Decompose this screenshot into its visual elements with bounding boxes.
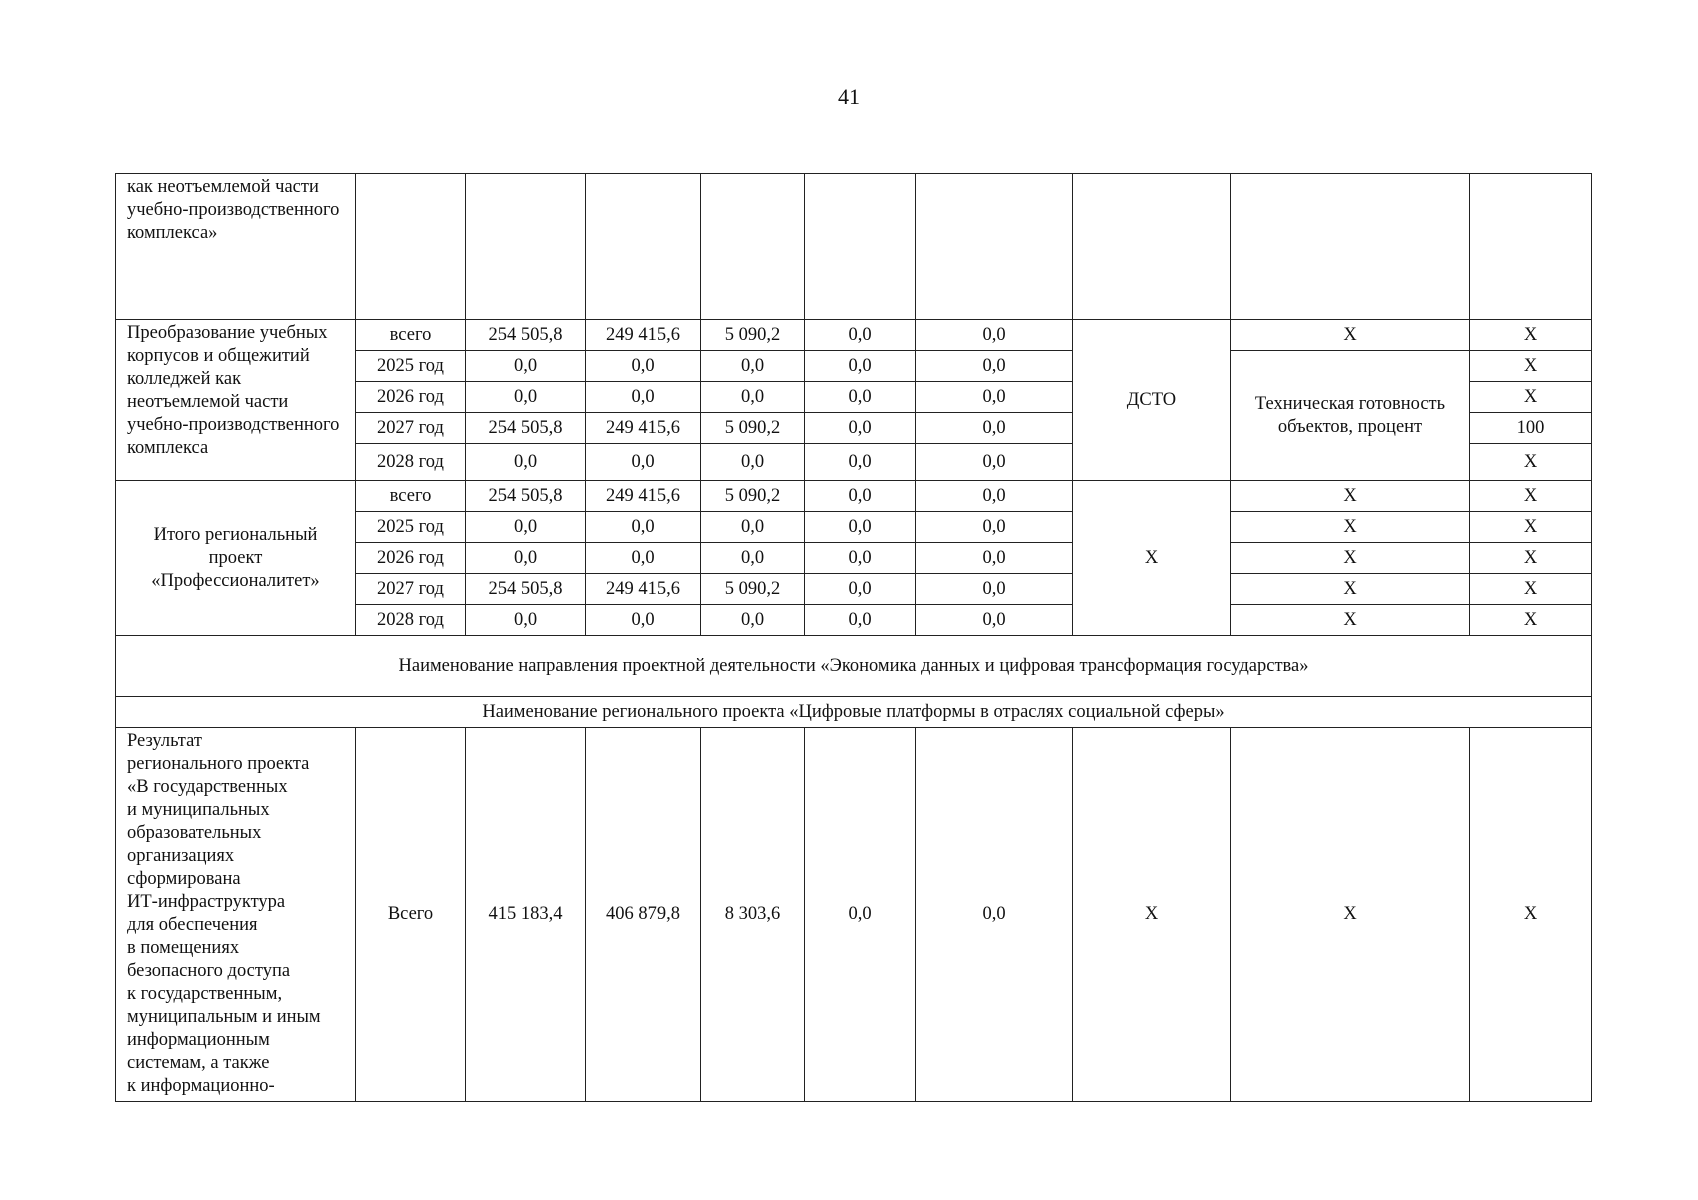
value-cell: 5 090,2 xyxy=(701,413,805,444)
value-cell: 0,0 xyxy=(586,351,701,382)
responsible-cell: X xyxy=(1073,728,1231,1102)
continuation-name-cell: как неотъемлемой части учебно-производственного комплекса» xyxy=(116,174,356,320)
value-cell: 249 415,6 xyxy=(586,413,701,444)
empty-cell xyxy=(356,174,466,320)
indicator-cell: X xyxy=(1231,320,1470,351)
period-cell: 2027 год xyxy=(356,574,466,605)
period-cell: 2027 год xyxy=(356,413,466,444)
target-cell: X xyxy=(1470,382,1592,413)
row-name-cell: Преобразование учебных корпусов и общежитий колледжей как неотъемлемой части учебно-производственного комплекса xyxy=(116,320,356,481)
value-cell: 254 505,8 xyxy=(466,413,586,444)
indicator-cell: X xyxy=(1231,574,1470,605)
value-cell: 0,0 xyxy=(916,543,1073,574)
value-cell: 0,0 xyxy=(805,382,916,413)
value-cell: 254 505,8 xyxy=(466,574,586,605)
target-cell: 100 xyxy=(1470,413,1592,444)
result-name-line: информационным xyxy=(127,1030,270,1050)
result-name-line: безопасного доступа xyxy=(127,961,291,981)
table-row xyxy=(116,481,1592,512)
value-cell: 0,0 xyxy=(586,543,701,574)
value-cell: 0,0 xyxy=(916,728,1073,1102)
value-cell: 249 415,6 xyxy=(586,320,701,351)
period-cell: 2025 год xyxy=(356,351,466,382)
value-cell: 249 415,6 xyxy=(586,481,701,512)
target-cell: X xyxy=(1470,728,1592,1102)
value-cell: 0,0 xyxy=(586,444,701,481)
result-name-line: муниципальным и иным xyxy=(127,1007,321,1027)
value-cell: 406 879,8 xyxy=(586,728,701,1102)
value-cell: 0,0 xyxy=(586,512,701,543)
value-cell: 415 183,4 xyxy=(466,728,586,1102)
value-cell: 0,0 xyxy=(916,382,1073,413)
result-name-line: ИТ-инфраструктура xyxy=(127,892,286,912)
period-cell: 2026 год xyxy=(356,543,466,574)
result-name-line: к информационно- xyxy=(127,1076,275,1096)
budget-table xyxy=(115,173,1592,1102)
empty-cell xyxy=(586,174,701,320)
value-cell: 5 090,2 xyxy=(701,574,805,605)
empty-cell xyxy=(466,174,586,320)
empty-cell xyxy=(1073,174,1231,320)
direction-heading: Наименование направления проектной деятельности «Экономика данных и цифровая трансформация государства» xyxy=(116,636,1592,697)
value-cell: 0,0 xyxy=(466,543,586,574)
value-cell: 0,0 xyxy=(805,413,916,444)
target-cell: X xyxy=(1470,320,1592,351)
value-cell: 0,0 xyxy=(805,320,916,351)
value-cell: 0,0 xyxy=(586,382,701,413)
empty-cell xyxy=(1231,174,1470,320)
value-cell: 0,0 xyxy=(586,605,701,636)
value-cell: 0,0 xyxy=(916,605,1073,636)
value-cell: 0,0 xyxy=(916,351,1073,382)
value-cell: 0,0 xyxy=(805,543,916,574)
value-cell: 0,0 xyxy=(701,351,805,382)
indicator-cell: X xyxy=(1231,481,1470,512)
target-cell: X xyxy=(1470,481,1592,512)
result-name-line: к государственным, xyxy=(127,984,283,1004)
total-name-cell: Итого региональный проект «Профессионалитет» xyxy=(116,481,356,636)
period-cell: 2028 год xyxy=(356,444,466,481)
result-name-line: организациях xyxy=(127,846,235,866)
value-cell: 0,0 xyxy=(701,543,805,574)
value-cell: 0,0 xyxy=(805,605,916,636)
result-name-line: сформирована xyxy=(127,869,241,889)
value-cell: 249 415,6 xyxy=(586,574,701,605)
empty-cell xyxy=(805,174,916,320)
result-name-line: и муниципальных xyxy=(127,800,270,820)
period-cell: 2026 год xyxy=(356,382,466,413)
result-name-line: системам, а также xyxy=(127,1053,270,1073)
period-cell: всего xyxy=(356,481,466,512)
period-cell: 2028 год xyxy=(356,605,466,636)
value-cell: 0,0 xyxy=(466,351,586,382)
value-cell: 0,0 xyxy=(916,574,1073,605)
value-cell: 0,0 xyxy=(805,728,916,1102)
value-cell: 0,0 xyxy=(916,413,1073,444)
continuation-row xyxy=(116,174,1592,320)
value-cell: 0,0 xyxy=(805,481,916,512)
value-cell: 0,0 xyxy=(916,444,1073,481)
value-cell: 5 090,2 xyxy=(701,320,805,351)
value-cell: 0,0 xyxy=(701,444,805,481)
result-row xyxy=(116,728,1592,1102)
target-cell: X xyxy=(1470,605,1592,636)
table-row xyxy=(116,320,1592,351)
value-cell: 0,0 xyxy=(466,512,586,543)
indicator-cell: Техническая готовность объектов, процент xyxy=(1231,351,1470,481)
value-cell: 5 090,2 xyxy=(701,481,805,512)
value-cell: 0,0 xyxy=(916,512,1073,543)
value-cell: 0,0 xyxy=(701,512,805,543)
period-cell: Всего xyxy=(356,728,466,1102)
target-cell: X xyxy=(1470,512,1592,543)
page-number: 41 xyxy=(838,84,860,109)
value-cell: 254 505,8 xyxy=(466,481,586,512)
result-name-line: для обеспечения xyxy=(127,915,258,935)
project-heading: Наименование регионального проекта «Цифровые платформы в отраслях социальной сферы» xyxy=(116,697,1592,728)
table-body xyxy=(116,174,1592,1102)
indicator-cell: X xyxy=(1231,728,1470,1102)
value-cell: 0,0 xyxy=(805,444,916,481)
value-cell: 0,0 xyxy=(466,605,586,636)
target-cell: X xyxy=(1470,351,1592,382)
empty-cell xyxy=(916,174,1073,320)
project-heading-row xyxy=(116,697,1592,728)
indicator-cell: X xyxy=(1231,543,1470,574)
value-cell: 0,0 xyxy=(916,320,1073,351)
value-cell: 0,0 xyxy=(805,574,916,605)
value-cell: 0,0 xyxy=(466,382,586,413)
direction-heading-row xyxy=(116,636,1592,697)
result-name-line: в помещениях xyxy=(127,938,240,958)
value-cell: 0,0 xyxy=(701,605,805,636)
empty-cell xyxy=(1470,174,1592,320)
period-cell: 2025 год xyxy=(356,512,466,543)
value-cell: 254 505,8 xyxy=(466,320,586,351)
result-name-line: Результат xyxy=(127,731,202,751)
value-cell: 0,0 xyxy=(805,512,916,543)
result-name-line: регионального проекта xyxy=(127,754,310,774)
value-cell: 0,0 xyxy=(916,481,1073,512)
value-cell: 0,0 xyxy=(466,444,586,481)
indicator-cell: X xyxy=(1231,605,1470,636)
empty-cell xyxy=(701,174,805,320)
period-cell: всего xyxy=(356,320,466,351)
target-cell: X xyxy=(1470,574,1592,605)
result-name-line: «В государственных xyxy=(127,777,288,797)
target-cell: X xyxy=(1470,543,1592,574)
responsible-cell: ДСТО xyxy=(1073,320,1231,481)
responsible-cell: X xyxy=(1073,481,1231,636)
result-name-cell xyxy=(116,728,356,1102)
result-name-line: образовательных xyxy=(127,823,262,843)
value-cell: 8 303,6 xyxy=(701,728,805,1102)
target-cell: X xyxy=(1470,444,1592,481)
indicator-cell: X xyxy=(1231,512,1470,543)
value-cell: 0,0 xyxy=(805,351,916,382)
value-cell: 0,0 xyxy=(701,382,805,413)
